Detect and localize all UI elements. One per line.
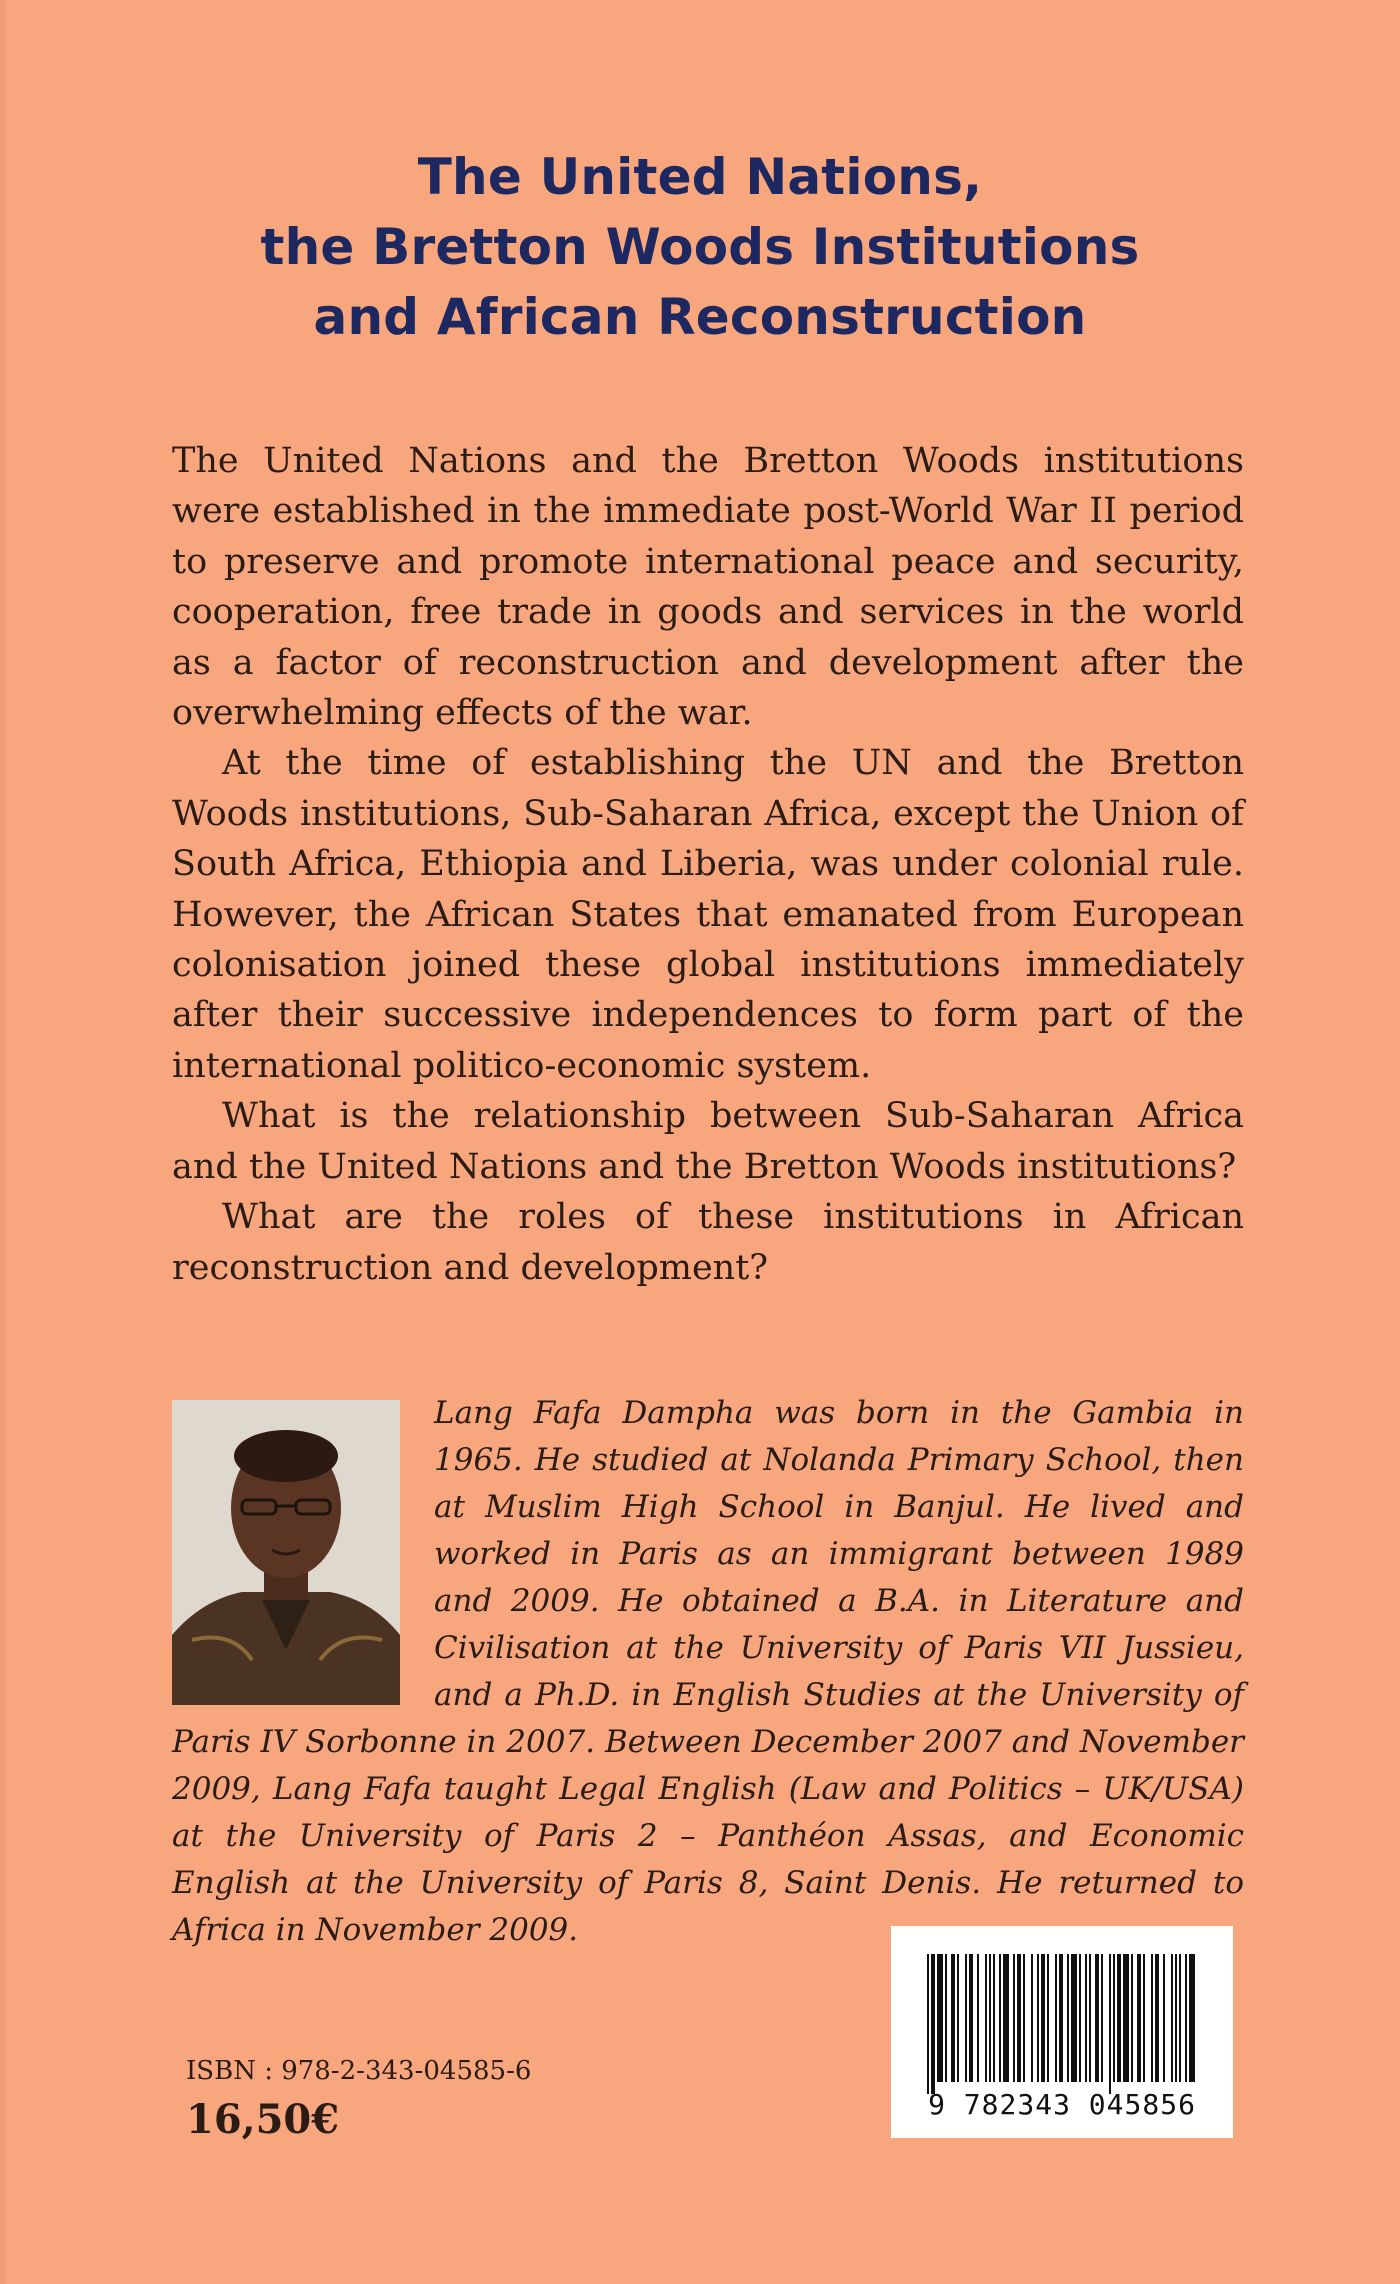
barcode-bar [1079, 1954, 1081, 2082]
book-title [150, 142, 1250, 352]
blurb-paragraph-3: What is the relationship between Sub-Saharan Africa and the United Nations and the Bretton Woods institutions? [172, 1096, 1244, 1187]
barcode-bar [1155, 1954, 1159, 2082]
barcode-bar [1017, 1954, 1021, 2082]
barcode-bar [951, 1954, 955, 2082]
barcode-bar [1171, 1954, 1173, 2082]
barcode-bar [1131, 1954, 1133, 2082]
blurb-paragraph-1: The United Nations and the Bretton Woods institutions were established in the immediate post-World War II period to preserve and promote international peace and security, cooperation, free trade in goods and services in the world as a factor of reconstruction and development after the overwhelming effects of the war. [172, 441, 1244, 734]
barcode-bar [1037, 1954, 1039, 2082]
barcode-bar [989, 1954, 991, 2082]
barcode-bar [957, 1954, 959, 2082]
blurb-paragraph-4: What are the roles of these institutions in African reconstruction and development? [172, 1197, 1244, 1288]
barcode-bar [1163, 1954, 1165, 2082]
author-portrait-image [172, 1400, 400, 1705]
barcode [891, 1926, 1233, 2138]
barcode-bar [1059, 1954, 1063, 2082]
blurb [172, 436, 1244, 1293]
barcode-bar [945, 1954, 947, 2082]
barcode-bar [1041, 1954, 1045, 2082]
barcode-bar [927, 1954, 929, 2094]
barcode-bar [1067, 1954, 1069, 2082]
barcode-bar [993, 1954, 995, 2082]
title-line-1: The United Nations, [417, 148, 983, 206]
barcode-bar [969, 1954, 973, 2082]
blurb-paragraph-2: At the time of establishing the UN and the Bretton Woods institutions, Sub-Saharan Africa, except the Union of South Africa, Ethiopia and Liberia, was under colonial rule. However, the African States that emanated from European colonisation joined these global institutions immediately after their successive independences to form part of the international politico-economic system. [172, 743, 1244, 1086]
barcode-bar [1013, 1954, 1015, 2082]
barcode-bar [1179, 1954, 1181, 2082]
barcode-bar [1137, 1954, 1141, 2082]
barcode-bar [1185, 1954, 1187, 2082]
barcode-bar [985, 1954, 987, 2082]
barcode-bar [1055, 1954, 1057, 2082]
author-bio-text: Lang Fafa Dampha was born in the Gambia in 1965. He studied at Nolanda Primary School, then at Muslim High School in Banjul. He lived and worked in Paris as an immigrant between 1989 and 2009. He obtained a B.A. in Literature and Civilisation at the University of Paris VII Jussieu, and a Ph.D. in English Studies at the University of Paris IV Sorbonne in 2007. Between December 2007 and November 2009, Lang Fafa taught Legal English (Law and Politics – UK/USA) at the University of Paris 2 – Panthéon Assas, and Economic English at the University of Paris 8, Saint Denis. He returned to Africa in November 2009. [172, 1395, 1244, 1948]
barcode-bar [1151, 1954, 1153, 2082]
barcode-bar [1143, 1954, 1145, 2082]
barcode-bar [1123, 1954, 1129, 2082]
barcode-bar [965, 1954, 967, 2082]
barcode-bar [1095, 1954, 1099, 2082]
barcode-bar [1023, 1954, 1025, 2082]
barcode-number: 9 782343 045856 [928, 2088, 1196, 2121]
barcode-bar [1085, 1954, 1087, 2082]
barcode-bar [1113, 1954, 1115, 2082]
title-line-2: the Bretton Woods Institutions [260, 218, 1140, 276]
isbn: ISBN : 978-2-343-04585-6 [186, 2056, 532, 2086]
barcode-bar [1117, 1954, 1121, 2082]
barcode-bar [999, 1954, 1001, 2082]
title-line-3: and African Reconstruction [313, 288, 1087, 346]
barcode-bar [1089, 1954, 1091, 2082]
barcode-bar [1175, 1954, 1177, 2082]
barcode-bar [1101, 1954, 1103, 2082]
price: 16,50€ [186, 2096, 340, 2143]
barcode-bar [977, 1954, 979, 2082]
barcode-bar [1071, 1954, 1077, 2082]
barcode-bar [1109, 1954, 1111, 2094]
author-photo [172, 1400, 400, 1705]
barcode-bar [1189, 1954, 1195, 2082]
barcode-bar [1003, 1954, 1009, 2082]
barcode-bar [937, 1954, 943, 2082]
barcode-bar [1031, 1954, 1033, 2082]
barcode-bar [1047, 1954, 1049, 2082]
barcode-bar [931, 1954, 935, 2094]
